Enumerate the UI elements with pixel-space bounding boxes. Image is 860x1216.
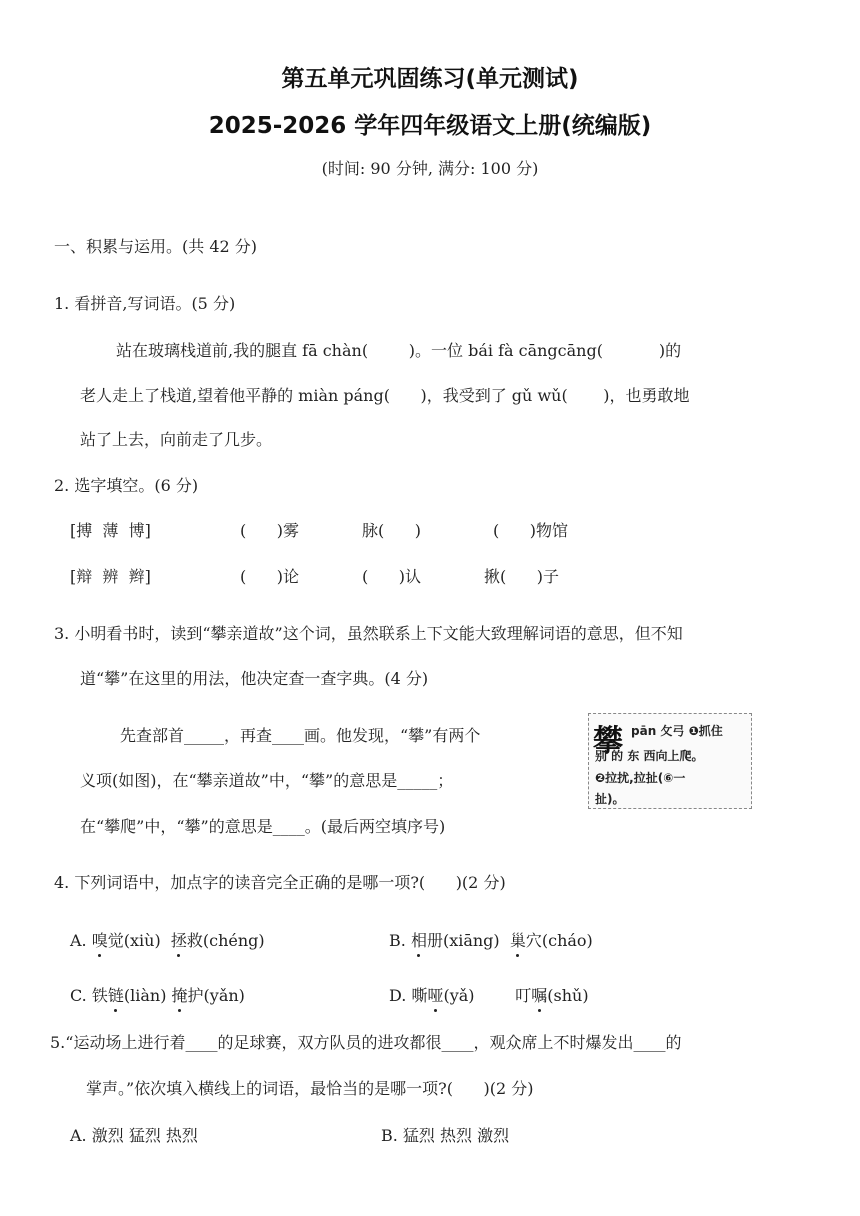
- q4-option-d: [389, 983, 589, 1006]
- option-text: (yǎ): [443, 986, 475, 1005]
- q4-option-a: [70, 928, 265, 951]
- q1-line-3: 站了上去，向前走了几步。: [80, 430, 273, 449]
- option-label: C.: [70, 986, 92, 1005]
- page-title-2: 2025-2026 学年四年级语文上册(统编版): [208, 113, 652, 139]
- option-text: 嘶: [411, 986, 428, 1005]
- q5-option-b: B. 猛烈 热烈 激烈: [381, 1126, 510, 1145]
- dictionary-line: pān 攵弓 ❶抓住: [631, 724, 723, 738]
- q5-line-1: 5.“运动场上进行着____的足球赛，双方队员的进攻都很____，观众席上不时爆发出____的: [50, 1033, 682, 1052]
- q3-line-2: 道“攀”在这里的用法，他决定查一查字典。(4 分): [80, 669, 429, 688]
- q1-line-2: 老人走上了栈道,望着他平静的 miàn páng( )，我受到了 gǔ wǔ( )，也勇敢地: [80, 386, 690, 405]
- dotted-char: 相: [411, 928, 427, 951]
- q2-row-2-item: 揪( )子: [484, 567, 560, 586]
- q2-row-1-item: ( )雾: [240, 521, 300, 540]
- dotted-char: 拯: [171, 928, 187, 951]
- q2-title: 2. 选字填空。(6 分): [54, 476, 199, 495]
- q3-line-4: 义项(如图)，在“攀亲道故”中，“攀”的意思是_____；: [80, 771, 454, 790]
- q5-line-2: 掌声。”依次填入横线上的词语，最恰当的是哪一项?( )(2 分): [86, 1079, 534, 1098]
- option-text: 铁: [91, 986, 108, 1005]
- dictionary-headword: 攀: [593, 724, 623, 759]
- q4-title: 4. 下列词语中，加点字的读音完全正确的是哪一项?( )(2 分): [54, 873, 506, 892]
- dictionary-entry-image: [588, 713, 752, 809]
- dotted-char: 嘱: [531, 983, 547, 1006]
- q4-option-b: [389, 928, 593, 951]
- option-text: 觉: [107, 931, 124, 950]
- dictionary-line: 扯)。: [595, 792, 625, 806]
- dictionary-line: ❷拉扰,拉扯(⑥一: [595, 771, 686, 785]
- option-text: (liàn): [123, 986, 167, 1005]
- dotted-char: 嗅: [92, 928, 108, 951]
- dotted-char: 巢: [510, 928, 526, 951]
- q5-option-a: A. 激烈 猛烈 热烈: [70, 1126, 198, 1145]
- option-text: 救(chéng): [186, 931, 265, 950]
- option-text: 册(xiāng): [426, 931, 500, 950]
- q1-line-1: 站在玻璃栈道前,我的腿直 fā chàn( )。一位 bái fà cāngcāng( )的: [116, 341, 682, 360]
- option-label: D.: [389, 986, 412, 1005]
- q2-row-1-item: 脉( ): [362, 521, 422, 540]
- dotted-char: 链: [108, 983, 124, 1006]
- q2-row-1-item: ( )物馆: [493, 521, 569, 540]
- page-title-1: 第五单元巩固练习(单元测试): [281, 66, 579, 92]
- dotted-char: 哑: [427, 983, 443, 1006]
- q3-line-1: 3. 小明看书时，读到“攀亲道故”这个词，虽然联系上下文能大致理解词语的意思，但不知: [54, 624, 683, 643]
- dotted-char: 掩: [172, 983, 188, 1006]
- option-text: 护(yǎn): [187, 986, 245, 1005]
- option-label: B.: [389, 931, 411, 950]
- option-label: A.: [70, 931, 92, 950]
- q2-row-2-item: ( )论: [240, 567, 300, 586]
- q2-row-2-group: [辩 辨 辫]: [70, 567, 151, 586]
- dictionary-line: 别 的 东 西向上爬。: [595, 749, 704, 763]
- section-1-heading: 一、积累与运用。(共 42 分): [54, 237, 258, 256]
- option-text: 叮: [515, 986, 532, 1005]
- option-text: (xiù): [123, 931, 161, 950]
- page-subtitle: (时间: 90 分钟, 满分: 100 分): [321, 159, 539, 178]
- q1-title: 1. 看拼音,写词语。(5 分): [54, 294, 236, 313]
- q4-option-c: [70, 983, 245, 1006]
- q3-line-5: 在“攀爬”中，“攀”的意思是____。(最后两空填序号): [80, 817, 446, 836]
- option-text: 穴(cháo): [525, 931, 593, 950]
- q3-line-3: 先查部首_____，再查____画。他发现，“攀”有两个: [120, 726, 481, 745]
- q2-row-1-group: [搏 薄 博]: [70, 521, 151, 540]
- option-text: (shǔ): [547, 986, 589, 1005]
- q2-row-2-item: ( )认: [362, 567, 422, 586]
